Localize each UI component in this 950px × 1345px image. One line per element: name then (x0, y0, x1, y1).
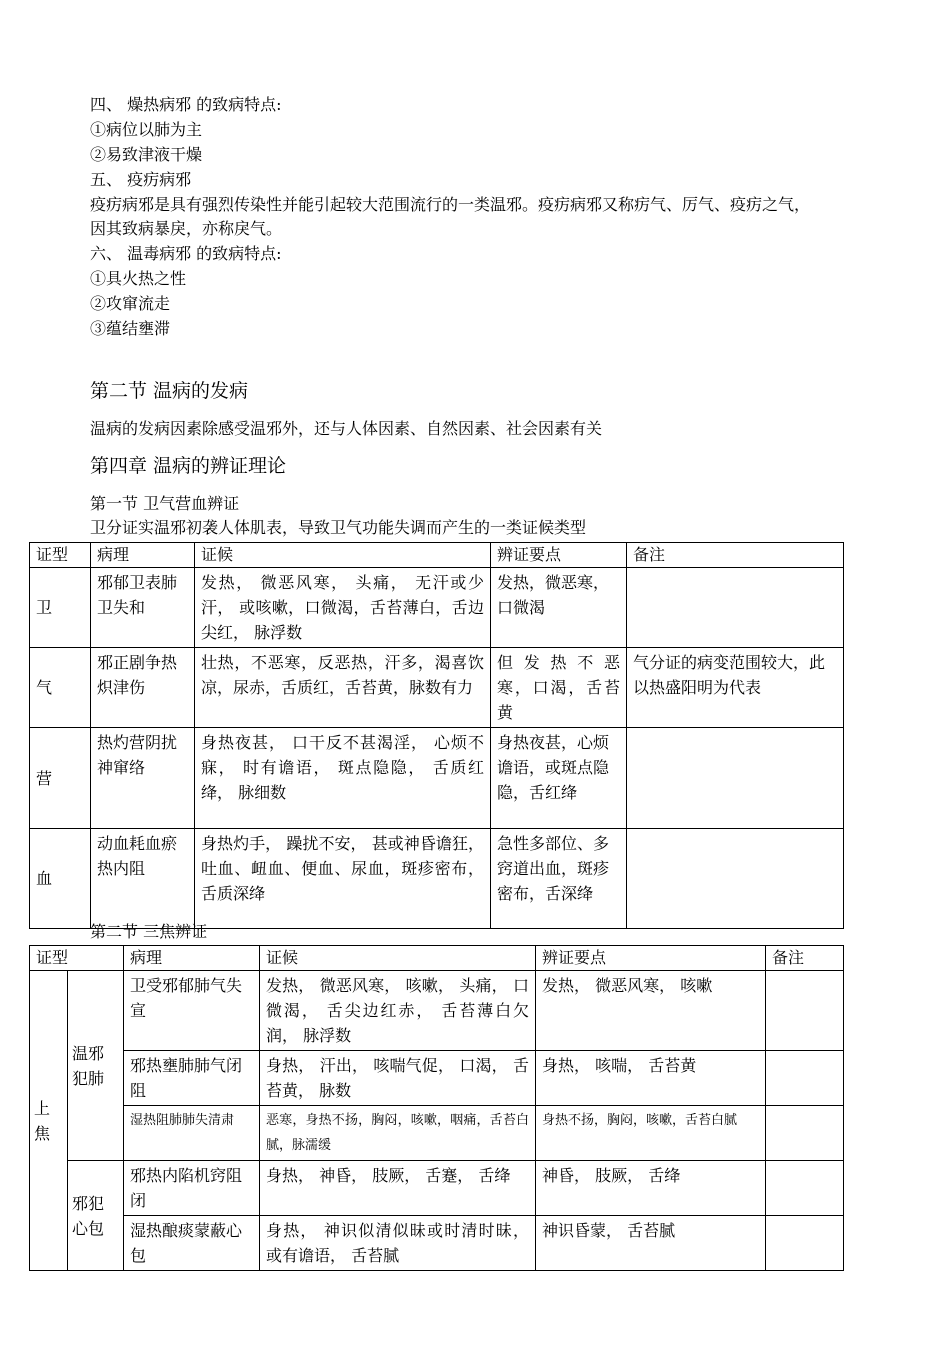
symptoms-cell: 身热， 神识似清似昧或时清时昧， 或有谵语， 舌苔腻 (260, 1216, 536, 1271)
symptoms-cell: 发热， 微恶风寒， 咳嗽， 头痛， 口微渴， 舌尖边红赤， 舌苔薄白欠润， 脉浮数 (260, 971, 536, 1051)
key-cell: 但 发 热 不 恶寒，口渴，舌苔黄 (491, 648, 627, 728)
header-cell: 辨证要点 (536, 946, 766, 971)
table-row (30, 1106, 844, 1161)
table-san-jiao (29, 945, 844, 1271)
heading-dryheat: 四、 燥热病邪 的致病特点: (90, 95, 282, 114)
type-cell: 卫 (30, 568, 91, 648)
note-cell (627, 728, 844, 829)
heading-epidemic: 五、 疫疠病邪 (90, 170, 192, 189)
symptoms-cell: 身热， 汗出， 咳喘气促， 口渴， 舌苔黄， 脉数 (260, 1051, 536, 1106)
section-title: 第二节 温病的发病 (90, 380, 249, 402)
table-header-row (30, 946, 844, 971)
key-cell: 急性多部位、多窍道出血，斑疹密布，舌深绛 (491, 829, 627, 929)
type-cell: 气 (30, 648, 91, 728)
type-cell: 营 (30, 728, 91, 829)
table-row (30, 971, 844, 1051)
table-header-row (30, 543, 844, 568)
list-item: ③蕴结壅滞 (90, 319, 171, 338)
key-cell: 神识昏蒙， 舌苔腻 (536, 1216, 766, 1271)
list-item: ①具火热之性 (90, 269, 187, 288)
jiao-cell: 上焦 (30, 971, 68, 1271)
symptoms-cell: 发热， 微恶风寒， 头痛， 无汗或少汗， 或咳嗽，口微渴，舌苔薄白，舌边尖红， 脉浮数 (195, 568, 491, 648)
note-cell (766, 971, 844, 1051)
pathology-cell: 热灼营阴扰神窜络 (91, 728, 195, 829)
list-item: ②易致津液干燥 (90, 145, 203, 164)
header-cell: 病理 (124, 946, 260, 971)
group-cell: 邪犯心包 (68, 1161, 124, 1271)
pathology-cell: 湿热阻肺肺失清肃 (124, 1106, 260, 1161)
table-row (30, 568, 844, 648)
table-row (30, 728, 844, 829)
section-title: 第一节 卫气营血辨证 (90, 494, 240, 513)
symptoms-cell: 身热夜甚， 口干反不甚渴淫， 心烦不寐， 时有谵语， 斑点隐隐， 舌质红绛， 脉细数 (195, 728, 491, 829)
pathology-cell: 动血耗血瘀热内阻 (91, 829, 195, 929)
note-cell (627, 568, 844, 648)
note-cell (766, 1106, 844, 1161)
note-cell: 气分证的病变范围较大，此以热盛阳明为代表 (627, 648, 844, 728)
note-cell (766, 1051, 844, 1106)
note-cell (766, 1216, 844, 1271)
header-cell: 病理 (91, 543, 195, 568)
table-row (30, 1161, 844, 1216)
key-cell: 身热不扬，胸闷，咳嗽，舌苔白腻 (536, 1106, 766, 1161)
note-cell (766, 1161, 844, 1216)
key-cell: 发热， 微恶风寒， 咳嗽 (536, 971, 766, 1051)
section-title: 第二节 三焦辨证 (90, 922, 208, 941)
table-row (30, 648, 844, 728)
header-cell: 证型 (30, 543, 91, 568)
pathology-cell: 邪郁卫表肺卫失和 (91, 568, 195, 648)
paragraph-epidemic: 疫疠病邪是具有强烈传染性并能引起较大范围流行的一类温邪。疫疠病邪又称疠气、厉气、疫疠之气，因其致病暴戾，亦称戾气。 (90, 195, 811, 238)
header-cell: 辨证要点 (491, 543, 627, 568)
key-cell: 发热，微恶寒，口微渴 (491, 568, 627, 648)
table-row (30, 1216, 844, 1271)
type-cell: 血 (30, 829, 91, 929)
paragraph: 卫分证实温邪初袭人体肌表，导致卫气功能失调而产生的一类证候类型 (90, 518, 587, 537)
symptoms-cell: 壮热，不恶寒，反恶热，汗多，渴喜饮凉，尿赤，舌质红，舌苔黄，脉数有力 (195, 648, 491, 728)
header-cell: 证候 (260, 946, 536, 971)
table-wei-qi-ying-xue (29, 542, 844, 929)
symptoms-cell: 身热， 神昏， 肢厥， 舌蹇， 舌绛 (260, 1161, 536, 1216)
key-cell: 神昏， 肢厥， 舌绛 (536, 1161, 766, 1216)
symptoms-cell: 身热灼手， 躁扰不安， 甚或神昏谵狂，吐血、衄血、便血、尿血，斑疹密布，舌质深绛 (195, 829, 491, 929)
note-cell (627, 829, 844, 929)
key-cell: 身热， 咳喘， 舌苔黄 (536, 1051, 766, 1106)
list-item: ②攻窜流走 (90, 294, 171, 313)
table-row (30, 1051, 844, 1106)
header-cell: 备注 (627, 543, 844, 568)
header-cell: 证候 (195, 543, 491, 568)
symptoms-cell: 恶寒，身热不扬，胸闷，咳嗽，咽痛，舌苔白腻，脉濡缓 (260, 1106, 536, 1161)
key-cell: 身热夜甚，心烦谵语，或斑点隐隐，舌红绛 (491, 728, 627, 829)
pathology-cell: 湿热酿痰蒙蔽心包 (124, 1216, 260, 1271)
pathology-cell: 邪热内陷机窍阻闭 (124, 1161, 260, 1216)
list-item: ①病位以肺为主 (90, 120, 203, 139)
pathology-cell: 卫受邪郁肺气失宣 (124, 971, 260, 1051)
paragraph: 温病的发病因素除感受温邪外，还与人体因素、自然因素、社会因素有关 (90, 419, 603, 438)
header-cell: 备注 (766, 946, 844, 971)
pathology-cell: 邪正剧争热炽津伤 (91, 648, 195, 728)
group-cell: 温邪犯肺 (68, 971, 124, 1161)
table-row (30, 829, 844, 929)
pathology-cell: 邪热壅肺肺气闭阻 (124, 1051, 260, 1106)
heading-toxin: 六、 温毒病邪 的致病特点: (90, 244, 282, 263)
header-cell: 证型 (30, 946, 124, 971)
chapter-title: 第四章 温病的辨证理论 (90, 455, 287, 477)
